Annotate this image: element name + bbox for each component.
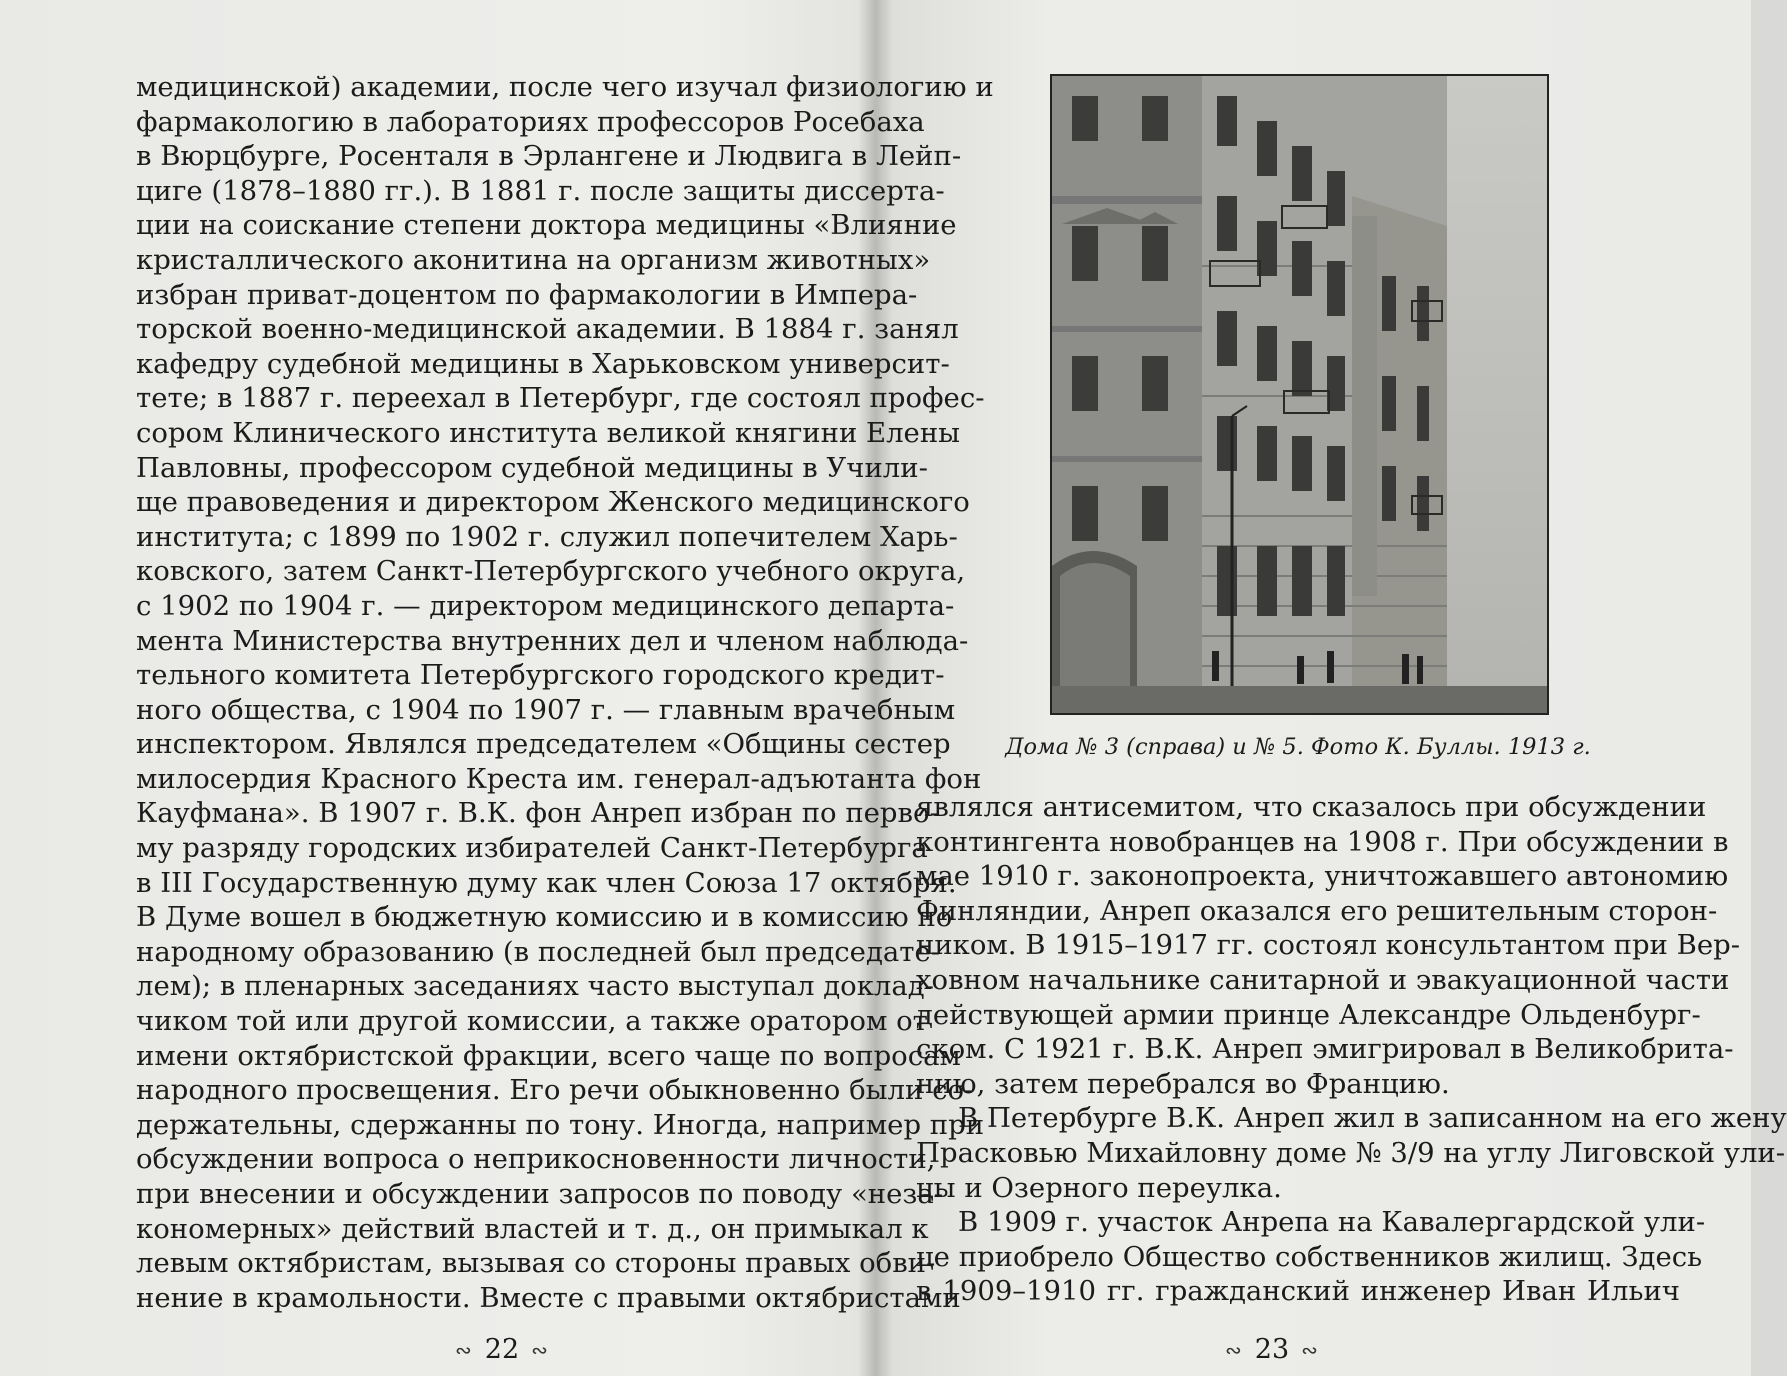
- photo-caption: Дома № 3 (справа) и № 5. Фото К. Буллы. 1913 г.: [1005, 734, 1591, 760]
- text-line: в III Государственную думу как член Союза 17 октября.: [136, 866, 957, 899]
- text-line: народного просвещения. Его речи обыкновенно были со-: [136, 1074, 974, 1107]
- text-line: являлся антисемитом, что сказалось при обсуждении: [916, 791, 1707, 823]
- text-line: левым октябристам, вызывая со стороны правых обви-: [136, 1247, 936, 1280]
- text-line: ником. В 1915–1917 гг. состоял консультантом при Вер-: [916, 929, 1740, 962]
- text-line: ного общества, с 1904 по 1907 г. — главным врачебным: [136, 693, 956, 726]
- text-line: в 1909–1910 гг. гражданский инженер Иван Ильич: [916, 1275, 1680, 1308]
- text-line: института; с 1899 по 1902 г. служил попечителем Харь-: [136, 520, 958, 553]
- ornament-icon: ∾: [455, 1337, 473, 1362]
- text-line: имени октябристской фракции, всего чаще по вопросам: [136, 1039, 961, 1072]
- text-line: обсуждении вопроса о неприкосновенности личности,: [136, 1143, 936, 1176]
- text-line: кафедру судебной медицины в Харьковском университ-: [136, 347, 950, 380]
- text-line: инспектором. Являлся председателем «Общины сестер: [136, 728, 951, 761]
- ornament-icon: ∾: [531, 1337, 549, 1362]
- text-line: ховном начальнике санитарной и эвакуационной части: [916, 963, 1730, 996]
- text-line: с 1902 по 1904 г. — директором медицинского департа-: [136, 589, 955, 622]
- text-line: ще правоведения и директором Женского медицинского: [136, 486, 970, 519]
- text-line: В Думе вошел в бюджетную комиссию и в комиссию по: [136, 901, 953, 934]
- right-page-number: [1225, 1334, 1319, 1365]
- left-page-number: [455, 1334, 549, 1365]
- text-line: сором Клинического института великой княгини Елены: [136, 416, 961, 449]
- text-line: лем); в пленарных заседаниях часто выступал доклад-: [136, 970, 934, 1003]
- text-line: Финляндии, Анреп оказался его решительным сторон-: [916, 894, 1718, 927]
- text-line: мента Министерства внутренних дел и членом наблюда-: [136, 624, 969, 657]
- text-line: кономерных» действий властей и т. д., он примыкал к: [136, 1212, 929, 1245]
- right-text-column: [916, 790, 1787, 1309]
- text-line: кристаллического аконитина на организм животных»: [136, 243, 931, 276]
- text-line: циге (1878–1880 гг.). В 1881 г. после защиты диссерта-: [136, 174, 945, 207]
- text-line: народному образованию (в последней был председате-: [136, 935, 941, 968]
- text-line: ции на соискание степени доктора медицины «Влияние: [136, 209, 957, 242]
- text-line: чиком той или другой комиссии, а также оратором от: [136, 1005, 928, 1038]
- page-number-22: 22: [484, 1334, 520, 1365]
- text-line: тельного комитета Петербургского городского кредит-: [136, 659, 945, 692]
- text-line: фармакологию в лабораториях профессоров Росебаха: [136, 105, 925, 138]
- text-line: при внесении и обсуждении запросов по поводу «неза-: [136, 1178, 944, 1210]
- page-number-23: 23: [1254, 1334, 1290, 1365]
- text-line: держательны, сдержанны по тону. Иногда, например при: [136, 1108, 985, 1141]
- text-line: нение в крамольности. Вместе с правыми октябристами: [136, 1281, 961, 1314]
- text-line: мае 1910 г. законопроекта, уничтожавшего автономию: [916, 860, 1729, 893]
- text-line: цы и Озерного переулка.: [916, 1171, 1282, 1204]
- ornament-icon: ∾: [1225, 1337, 1243, 1362]
- text-line: милосердия Красного Креста им. генерал-адъютанта фон: [136, 762, 982, 795]
- left-text-column: [136, 70, 994, 1315]
- text-line: контингента новобранцев на 1908 г. При обсуждении в: [916, 825, 1729, 858]
- text-line: це приобрело Общество собственников жилищ. Здесь: [916, 1240, 1703, 1273]
- text-line: нию, затем перебрался во Францию.: [916, 1067, 1450, 1100]
- text-line: ском. С 1921 г. В.К. Анреп эмигрировал в Великобрита-: [916, 1033, 1734, 1066]
- building-photo-image: [1052, 76, 1547, 713]
- right-page: [880, 0, 1787, 1376]
- text-line: Павловны, профессором судебной медицины в Учили-: [136, 451, 928, 484]
- text-line: Прасковью Михайловну доме № 3/9 на углу Лиговской ули-: [916, 1136, 1786, 1169]
- text-line: Кауфмана». В 1907 г. В.К. фон Анреп избран по перво-: [136, 797, 939, 830]
- text-line: торской военно-медицинской академии. В 1884 г. занял: [136, 313, 959, 346]
- text-line: му разряду городских избирателей Санкт-Петербурга: [136, 832, 928, 865]
- ornament-icon: ∾: [1301, 1337, 1319, 1362]
- text-line: в Вюрцбурге, Росенталя в Эрлангене и Людвига в Лейп-: [136, 140, 962, 173]
- text-line: тете; в 1887 г. переехал в Петербург, где состоял профес-: [136, 382, 985, 415]
- text-line: действующей армии принце Александре Ольденбург-: [916, 998, 1701, 1031]
- text-line: В 1909 г. участок Анрепа на Кавалергардской ули-: [958, 1206, 1706, 1239]
- text-line: медицинской) академии, после чего изучал физиологию и: [136, 71, 994, 103]
- building-photo: [1050, 74, 1549, 715]
- text-line: В Петербурге В.К. Анреп жил в записанном на его жену: [958, 1102, 1787, 1135]
- text-line: ковского, затем Санкт-Петербургского учебного округа,: [136, 555, 966, 588]
- text-line: избран приват-доцентом по фармакологии в Импера-: [136, 278, 918, 311]
